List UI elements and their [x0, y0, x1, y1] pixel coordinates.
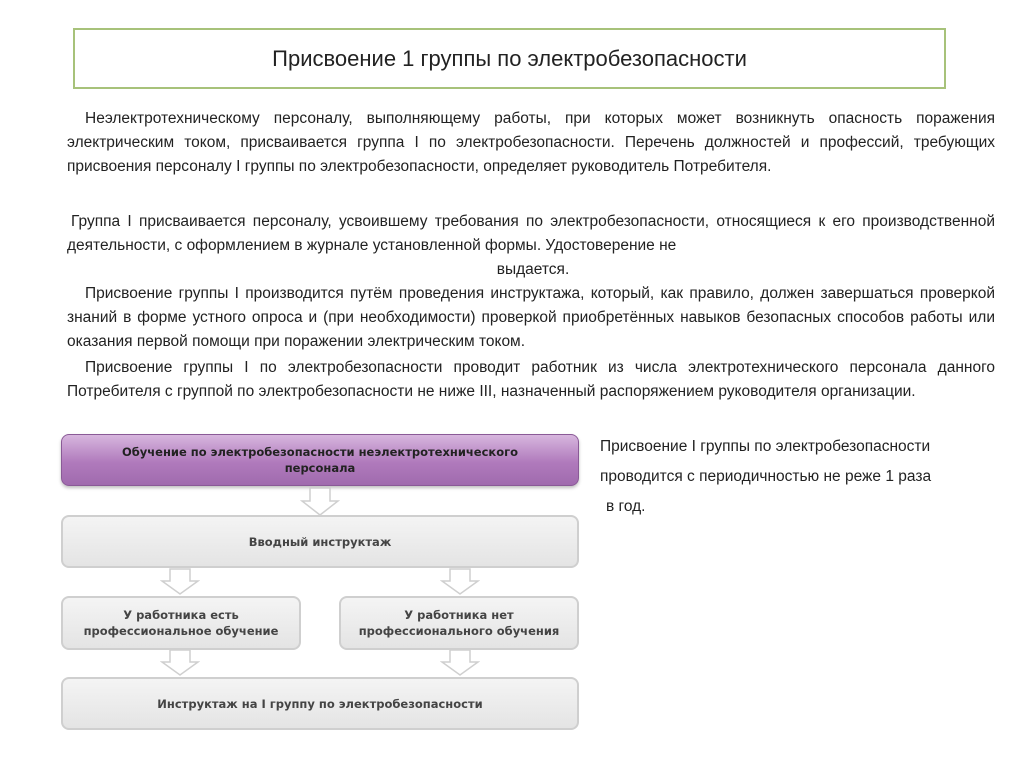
diagram-box-training: Обучение по электробезопасности неэлектротехнического персонала	[61, 434, 579, 486]
periodicity-note-line-2: проводится с периодичностью не реже 1 раза	[600, 468, 932, 485]
diagram-box-no-training: У работника нет профессионального обучения	[339, 596, 579, 650]
paragraph-2-main: Группа I присваивается персоналу, усвоившему требования по электробезопасности, относящиеся к его производственной деятельности, с оформлением в журнале установленной формы. Удостоверение не	[67, 213, 995, 254]
paragraph-4: Присвоение группы I по электробезопасности проводит работник из числа электротехнического персонала данного Потребителя с группой по электробезопасности не ниже III, назначенный распоряжением руководителя организации.	[67, 359, 995, 400]
diagram-box-has-training: У работника есть профессиональное обучение	[61, 596, 301, 650]
slide-title: Присвоение 1 группы по электробезопасности	[272, 45, 747, 71]
arrow-down-icon	[160, 649, 200, 677]
paragraph-2-end: выдается.	[496, 261, 570, 278]
paragraph-2	[67, 210, 995, 282]
diagram-box-intro-briefing: Вводный инструктаж	[61, 515, 579, 568]
arrow-down-icon	[440, 649, 480, 677]
periodicity-note-line-1: Присвоение I группы по электробезопасности	[600, 438, 931, 455]
periodicity-note-line-3: в год.	[606, 498, 646, 515]
paragraph-1: Неэлектротехническому персоналу, выполняющему работы, при которых может возникнуть опасность поражения электрическим током, присваивается группа I по электробезопасности. Перечень должностей и профессий, требующих присвоения персоналу I группы по электробезопасности, определяет руководитель Потребителя.	[67, 110, 995, 175]
arrow-down-icon	[160, 568, 200, 596]
periodicity-note	[600, 432, 1000, 522]
slide-title-box	[73, 28, 946, 89]
diagram-box-group-1-briefing: Инструктаж на I группу по электробезопасности	[61, 677, 579, 730]
arrow-down-icon	[440, 568, 480, 596]
paragraph-3: Присвоение группы I производится путём проведения инструктажа, который, как правило, должен завершаться проверкой знаний в форме устного опроса и (при необходимости) проверкой приобретённых навыков безопасных способов работы или оказания первой помощи при поражении электрическим током.	[67, 285, 995, 350]
arrow-down-icon	[300, 487, 340, 517]
